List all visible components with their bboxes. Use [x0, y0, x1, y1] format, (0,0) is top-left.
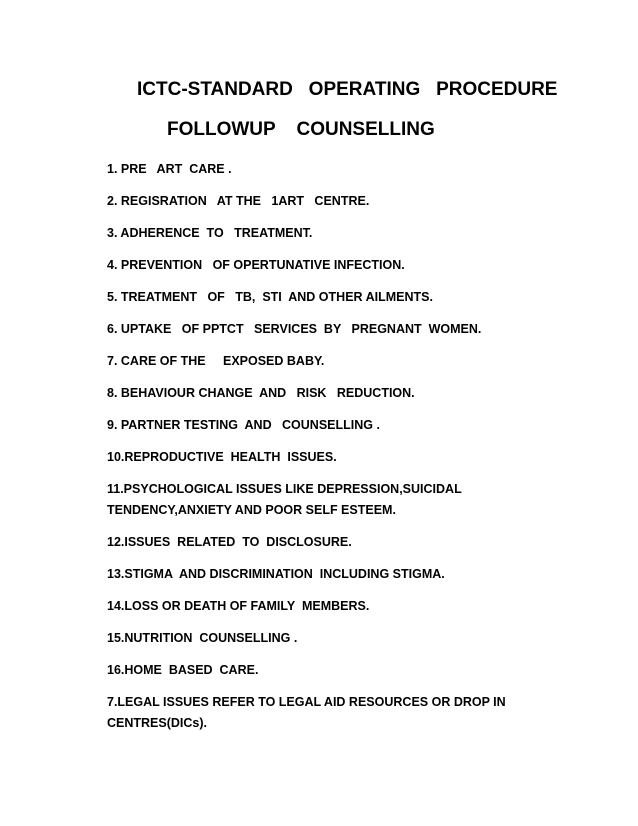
list-item-6: 6. UPTAKE OF PPTCT SERVICES BY PREGNANT WOMEN.: [107, 322, 482, 336]
list-item-14: 14.LOSS OR DEATH OF FAMILY MEMBERS.: [107, 599, 370, 613]
document-subtitle: FOLLOWUP COUNSELLING: [167, 119, 435, 140]
list-item-3: 3. ADHERENCE TO TREATMENT.: [107, 226, 313, 240]
list-item-4: 4. PREVENTION OF OPERTUNATIVE INFECTION.: [107, 258, 405, 272]
list-item-9: 9. PARTNER TESTING AND COUNSELLING .: [107, 418, 380, 432]
list-item-13: 13.STIGMA AND DISCRIMINATION INCLUDING STIGMA.: [107, 567, 445, 581]
list-item-7: 7. CARE OF THE EXPOSED BABY.: [107, 354, 325, 368]
procedure-list: [107, 159, 607, 734]
list-item-15: 15.NUTRITION COUNSELLING .: [107, 631, 298, 645]
document-title: ICTC-STANDARD OPERATING PROCEDURE: [137, 79, 558, 100]
list-item-5: 5. TREATMENT OF TB, STI AND OTHER AILMENTS.: [107, 290, 433, 304]
list-item-12: 12.ISSUES RELATED TO DISCLOSURE.: [107, 535, 352, 549]
list-item-16: 16.HOME BASED CARE.: [107, 663, 259, 677]
list-item-11: 11.PSYCHOLOGICAL ISSUES LIKE DEPRESSION,SUICIDAL TENDENCY,ANXIETY AND POOR SELF ESTEEM.: [107, 482, 462, 517]
list-item-8: 8. BEHAVIOUR CHANGE AND RISK REDUCTION.: [107, 386, 415, 400]
list-item-1: 1. PRE ART CARE .: [107, 162, 232, 176]
list-item-10: 10.REPRODUCTIVE HEALTH ISSUES.: [107, 450, 337, 464]
list-item-17: 7.LEGAL ISSUES REFER TO LEGAL AID RESOURCES OR DROP IN CENTRES(DICs).: [107, 695, 506, 730]
list-item-2: 2. REGISRATION AT THE 1ART CENTRE.: [107, 194, 370, 208]
